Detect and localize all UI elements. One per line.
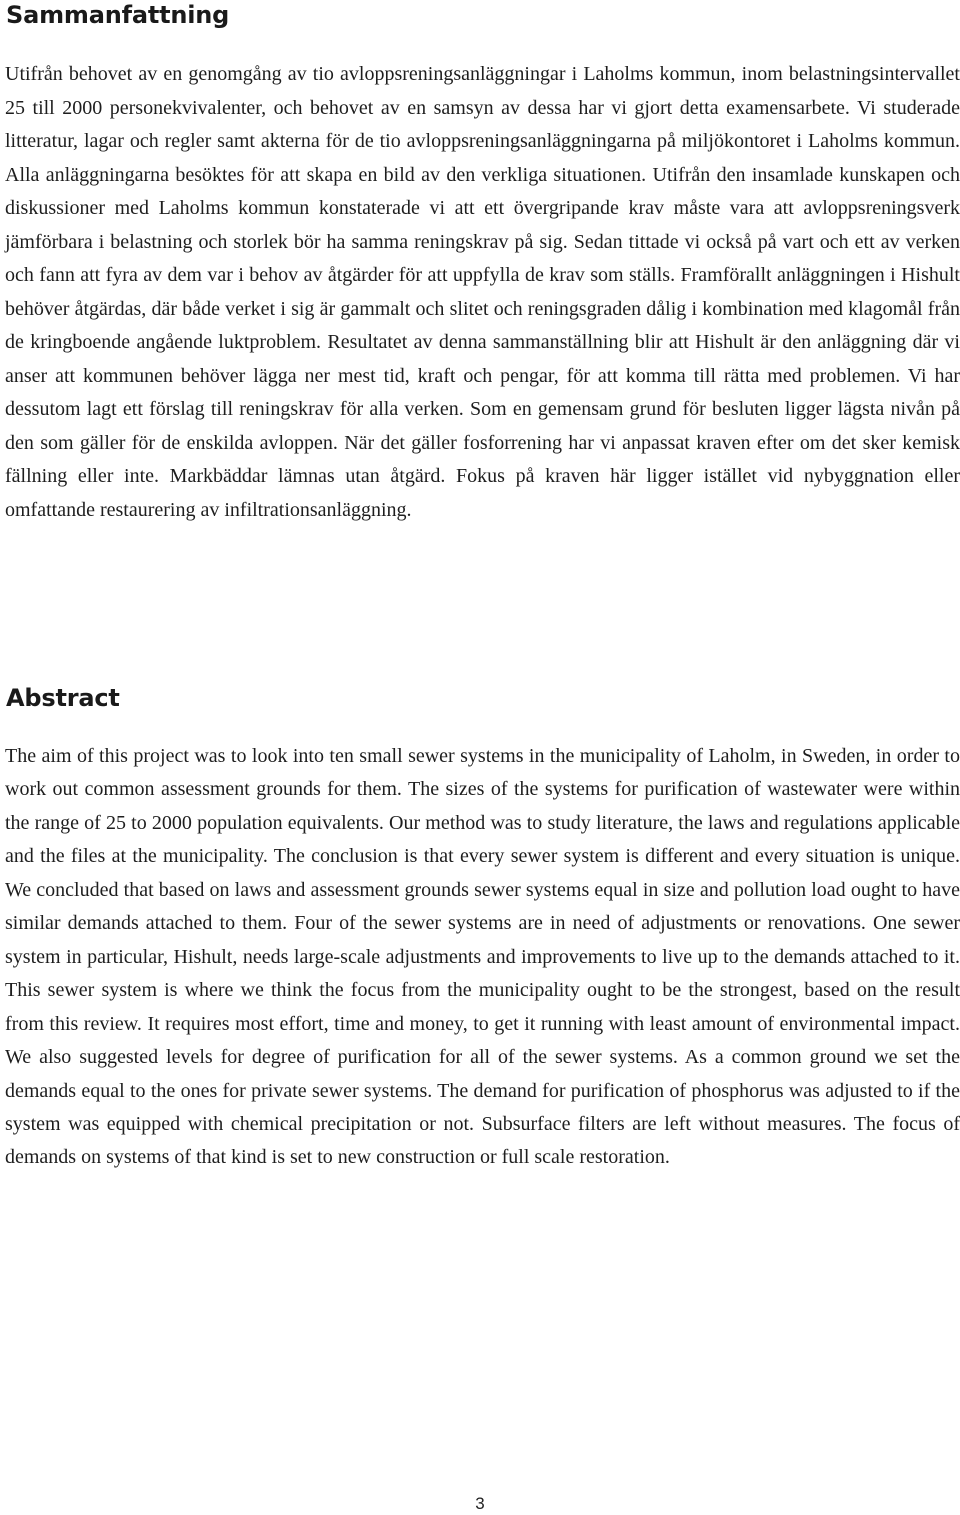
summary-paragraph: Utifrån behovet av en genomgång av tio avloppsreningsanläggningar i Laholms kommun, inom belastningsintervallet 25 till 2000 personekvivalenter, och behovet av en samsyn av dessa har vi gjort detta examensarbete. Vi studerade litteratur, lagar och regler samt akterna för de tio avloppsreningsanläggningarna på miljökontoret i Laholms kommun. Alla anläggningarna besöktes för att skapa en bild av den verkliga situationen. Utifrån den insamlade kunskapen och diskussioner med Laholms kommun konstaterade vi att ett övergripande krav måste vara att avloppsreningsverk jämförbara i belastning och storlek bör ha samma reningskrav på sig. Sedan tittade vi också på vart och ett av verken och fann att fyra av dem var i behov av åtgärder för att uppfylla de krav som ställs. Framförallt anläggningen i Hishult behöver åtgärdas, där både verket i sig är gammalt och slitet och reningsgraden dålig i kombination med klagomål från de kringboende angående luktproblem. Resultatet av denna sammanställning blir att Hishult är den anläggning där vi anser att kommunen behöver lägga ner mest tid, kraft och pengar, för att komma till rätta med problemen. Vi har dessutom lagt ett förslag till reningskrav för alla verken. Som en gemensam grund för besluten ligger lägsta nivån på den som gäller för de enskilda avloppen. När det gäller fosforrening har vi anpassat kraven efter om det sker kemisk fällning eller inte. Markbäddar lämnas utan åtgärd. Fokus på kraven här ligger istället vid nybyggnation eller omfattande restaurering av infiltrationsanläggning. [5,63,960,521]
summary-heading: Sammanfattning [6,1,230,29]
page-number: 3 [475,1494,485,1513]
abstract-paragraph: The aim of this project was to look into ten small sewer systems in the municipality of Laholm, in Sweden, in order to work out common assessment grounds for them. The sizes of the systems for purification of wastewater were within the range of 25 to 2000 population equivalents. Our method was to study literature, the laws and regulations applicable and the files at the municipality. The conclusion is that every sewer system is different and every situation is unique. We concluded that based on laws and assessment grounds sewer systems equal in size and pollution load ought to have similar demands attached to them. Four of the sewer systems are in need of adjustments or renovations. One sewer system in particular, Hishult, needs large-scale adjustments and improvements to live up to the demands attached to it. This sewer system is where we think the focus from the municipality ought to be the strongest, based on the result from this review. It requires most effort, time and money, to get it running with least amount of environmental impact. We also suggested levels for degree of purification for all of the sewer systems. As a common ground we set the demands equal to the ones for private sewer systems. The demand for purification of phosphorus was adjusted to if the system was equipped with chemical precipitation or not. Subsurface filters are left without measures. The focus of demands on systems of that kind is set to new construction or full scale restoration. [5,745,960,1169]
abstract-heading: Abstract [6,684,120,712]
